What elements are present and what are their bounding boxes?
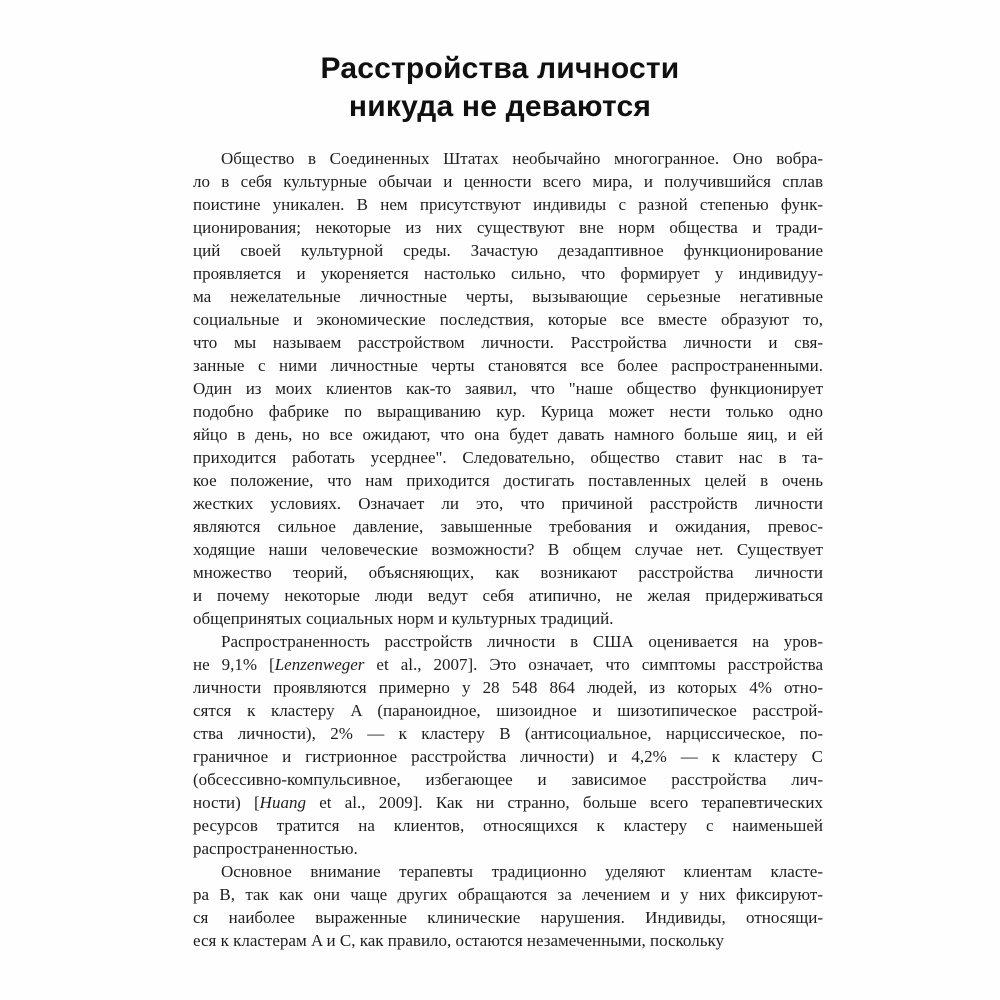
text-line: сятся к кластеру A (параноидное, шизоидное и шизотипическое расстрой- [193, 701, 823, 720]
text-line: множество теорий, объясняющих, как возникают расстройства личности [193, 563, 823, 582]
text-line: еся к кластерам A и C, как правило, остаются незамеченными, поскольку [193, 931, 724, 950]
text-line: ства личности), 2% — к кластеру B (антисоциальное, нарциссическое, по- [193, 724, 823, 743]
text-line: занные с ними личностные черты становятся все более распространенными. [193, 356, 823, 375]
text-line: Общество в Соединенных Штатах необычайно многогранное. Оно вобра- [221, 149, 823, 168]
text-line: являются сильное давление, завышенные требования и ожидания, превос- [193, 517, 823, 536]
text-line: приходится работать усерднее". Следовательно, общество ставит нас в та- [193, 448, 823, 467]
paragraph [193, 860, 823, 952]
text-line: проявляется и укореняется настолько сильно, что формирует у индивидуу- [193, 264, 823, 283]
text-line: поистине уникален. В нем присутствуют индивиды с разной степенью функ- [193, 195, 823, 214]
text-line: что мы называем расстройством личности. Расстройства личности и свя- [193, 333, 823, 352]
text-line: распространенностью. [193, 839, 358, 858]
text-line: (обсессивно-компульсивное, избегающее и зависимое расстройства лич- [193, 770, 823, 789]
chapter-title-line-2: никуда не деваются [348, 90, 652, 123]
text-line: граничное и гистрионное расстройства личности) и 4,2% — к кластеру C [193, 747, 823, 766]
text-line: общепринятых социальных норм и культурных традиций. [193, 609, 614, 628]
body-text [193, 147, 823, 952]
text-line: жестких условиях. Означает ли это, что причиной расстройств личности [193, 494, 823, 513]
text-line: подобно фабрике по выращиванию кур. Курица может нести только одно [193, 402, 823, 421]
text-line: ма нежелательные личностные черты, вызывающие серьезные негативные [193, 287, 823, 306]
text-line: Один из моих клиентов как-то заявил, что "наше общество функционирует [193, 379, 823, 398]
text-line: ся наиболее выраженные клинические нарушения. Индивиды, относящи- [193, 908, 823, 927]
chapter-title [0, 50, 1000, 126]
text-line: ло в себя культурные обычаи и ценности всего мира, и получившийся сплав [193, 172, 823, 191]
text-line: ресурсов тратится на клиентов, относящихся к кластеру с наименьшей [193, 816, 823, 835]
text-line: ходящие наши человеческие возможности? В общем случае нет. Существует [193, 540, 823, 559]
text-line: ционирования; некоторые из них существуют вне норм общества и тради- [193, 218, 823, 237]
text-line: ра B, так как они чаще других обращаются за лечением и у них фиксируют- [193, 885, 823, 904]
text-line: яйцо в день, но все ожидают, что она будет давать намного больше яиц, и ей [193, 425, 823, 444]
paragraph [193, 630, 823, 860]
text-line: личности проявляются примерно у 28 548 864 людей, из которых 4% отно- [193, 678, 823, 697]
paragraph [193, 147, 823, 630]
text-line: Распространенность расстройств личности в США оценивается на уров- [221, 632, 823, 651]
text-line: Основное внимание терапевты традиционно уделяют клиентам класте- [221, 862, 823, 881]
text-line: и почему некоторые люди ведут себя атипично, не желая придерживаться [193, 586, 823, 605]
text-line: ности) [Huang et al., 2009]. Как ни странно, больше всего терапевтических [193, 793, 823, 812]
text-line: не 9,1% [Lenzenweger et al., 2007]. Это означает, что симптомы расстройства [193, 655, 824, 674]
text-line: кое положение, что нам приходится достигать поставленных целей в очень [193, 471, 823, 490]
text-line: социальные и экономические последствия, которые все вместе образуют то, [193, 310, 823, 329]
text-line: ций своей культурной среды. Зачастую дезадаптивное функционирование [193, 241, 823, 260]
chapter-title-line-1: Расстройства личности [320, 52, 680, 85]
